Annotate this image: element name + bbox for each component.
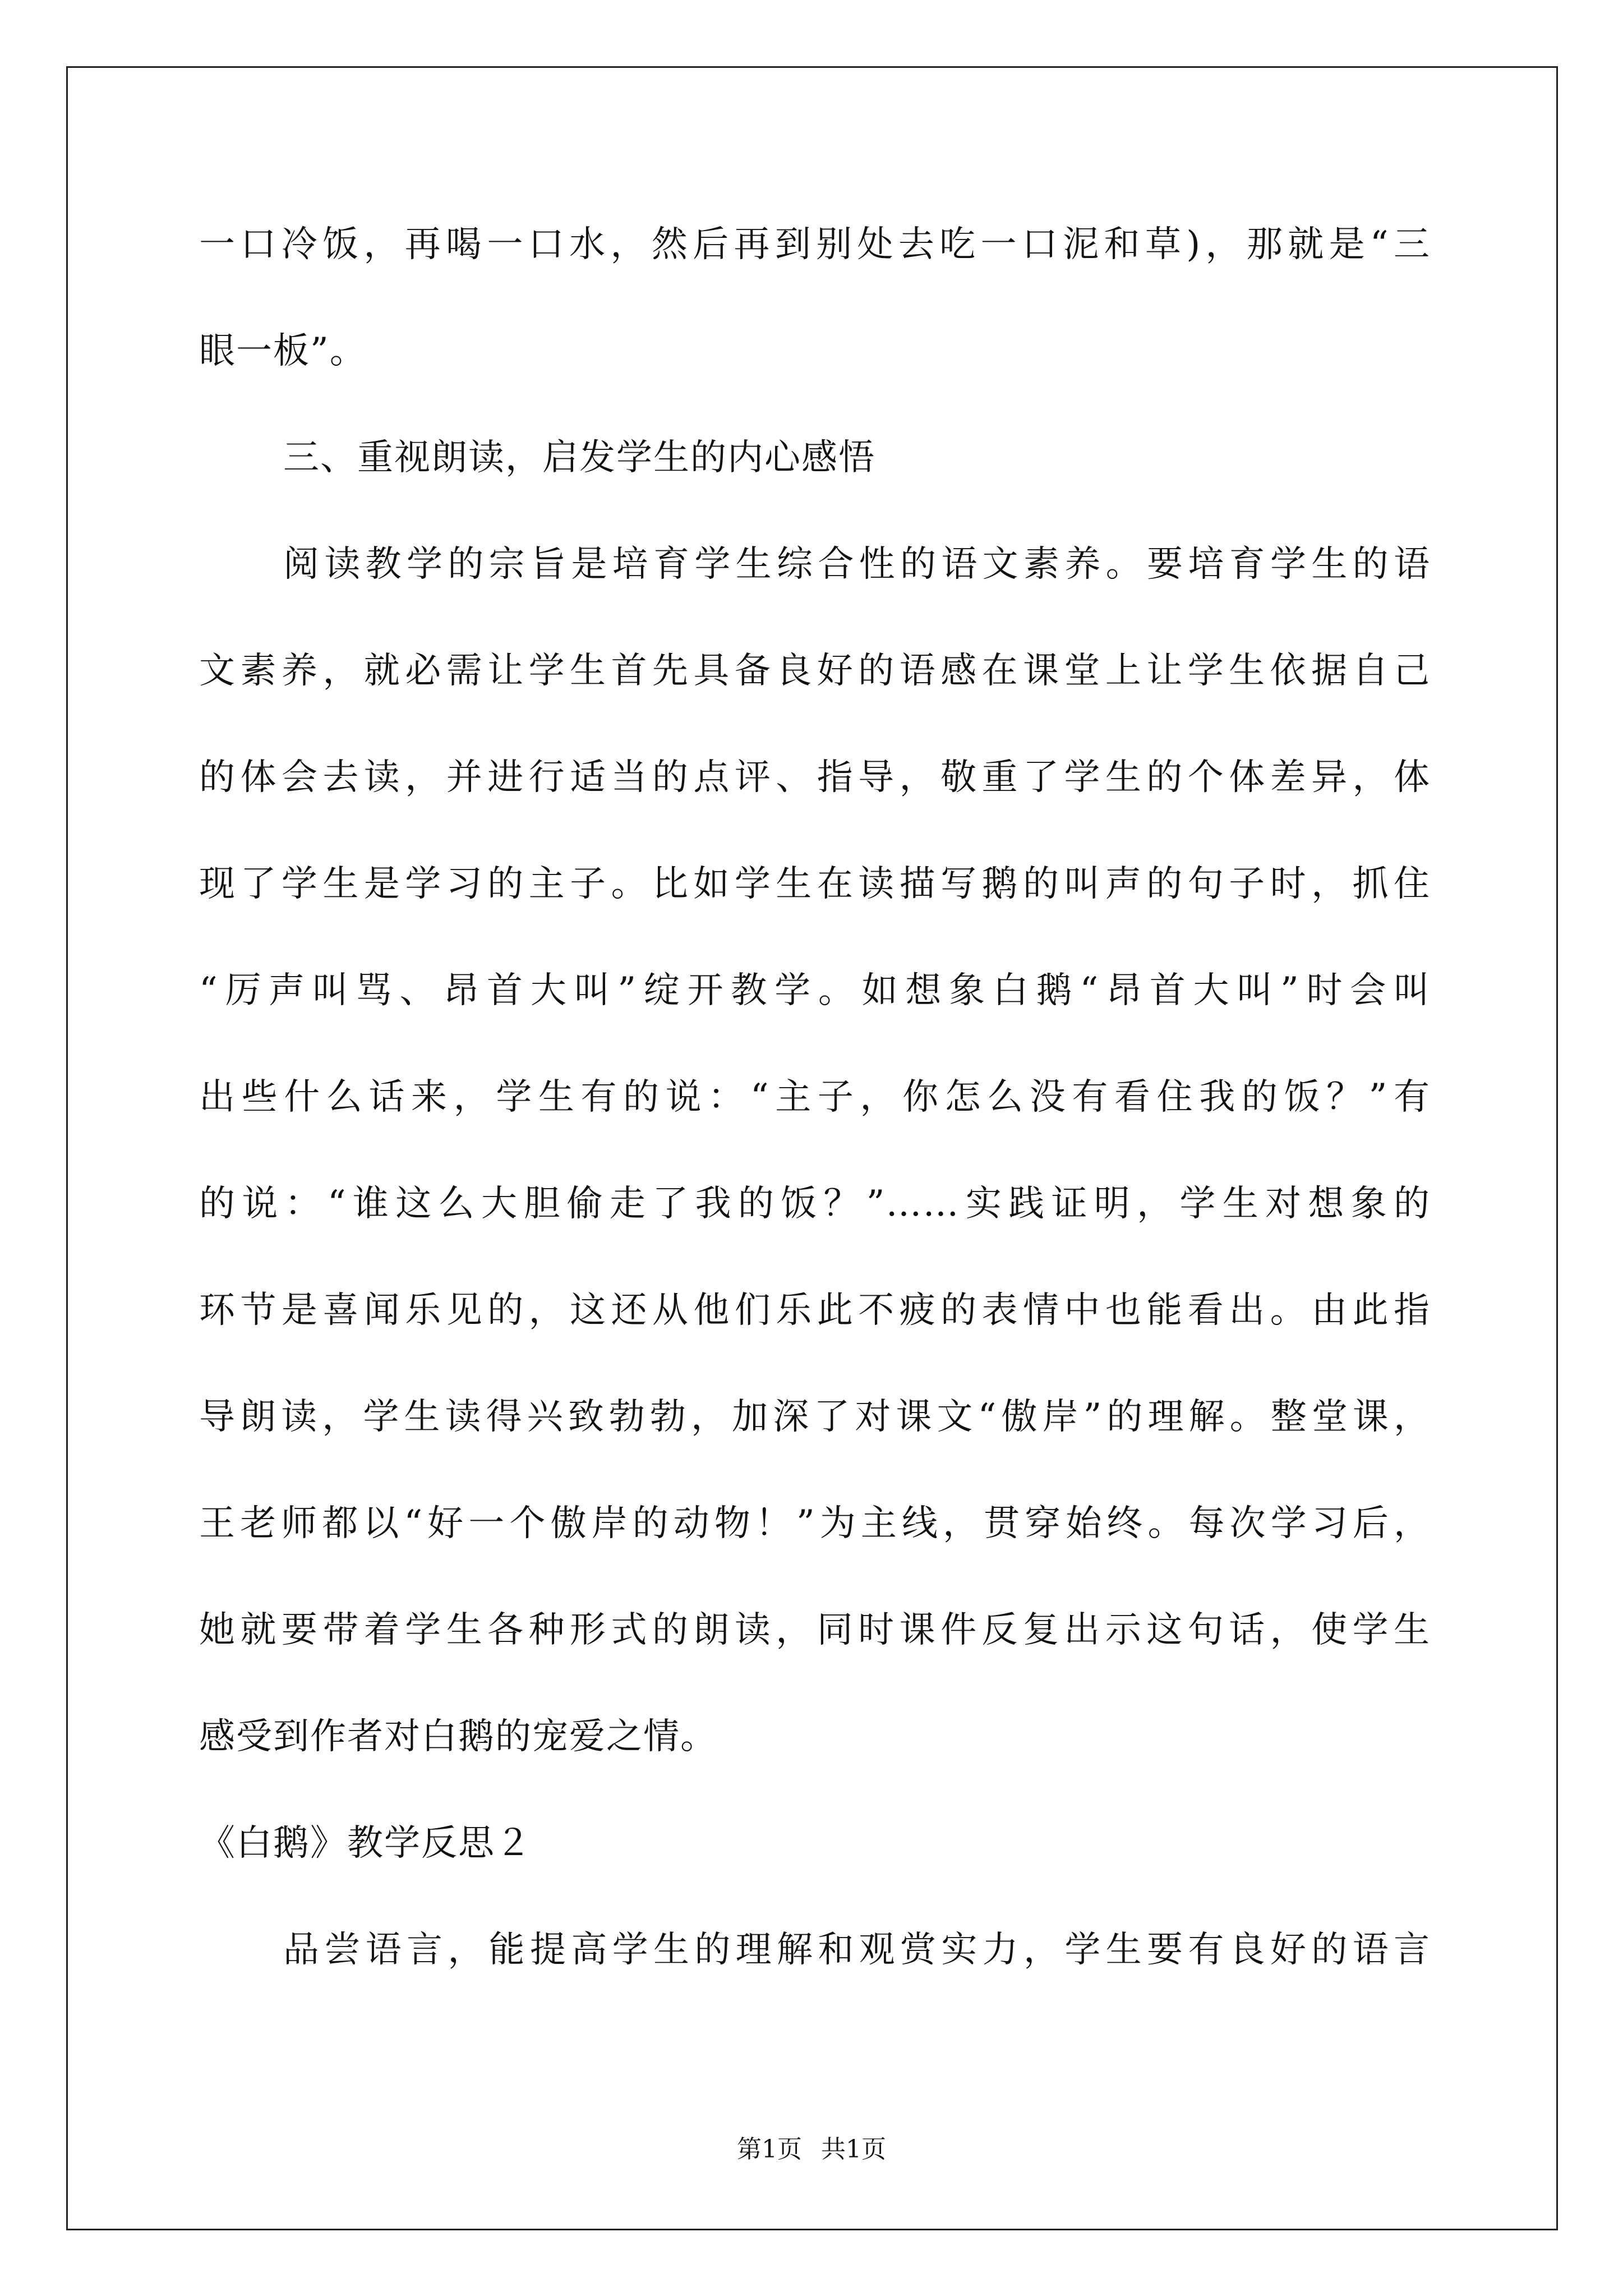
paragraph-line: 阅读教学的宗旨是培育学生综合性的语文素养。要培育学生的语 xyxy=(283,544,1431,585)
page-total: 共1页 xyxy=(821,2135,886,2164)
paragraph-line: 品尝语言，能提高学生的理解和观赏实力，学生要有良好的语言 xyxy=(283,1929,1431,1971)
paragraph-line: 王老师都以“好一个傲岸的动物！”为主线，贯穿始终。每次学习后， xyxy=(199,1503,1431,1544)
paragraph-line: 感受到作者对白鹅的宠爱之情。 xyxy=(199,1716,717,1757)
paragraph-line: 出些什么话来，学生有的说：“主子，你怎么没有看住我的饭？”有 xyxy=(199,1076,1431,1118)
paragraph-line: 现了学生是学习的主子。比如学生在读描写鹅的叫声的句子时，抓住 xyxy=(199,863,1431,905)
paragraph-line: 眼一板”。 xyxy=(199,330,367,372)
paragraph-line: 的体会去读，并进行适当的点评、指导，敬重了学生的个体差异，体 xyxy=(199,757,1431,798)
document-body xyxy=(199,219,1431,2031)
paragraph-line: 导朗读，学生读得兴致勃勃，加深了对课文“傲岸”的理解。整堂课， xyxy=(199,1396,1431,1438)
section-heading: 三、重视朗读，启发学生的内心感悟 xyxy=(283,437,875,478)
paragraph-line: 的说：“谁这么大胆偷走了我的饭？”……实践证明，学生对想象的 xyxy=(199,1183,1431,1225)
page-number: 第1页 xyxy=(737,2135,802,2164)
paragraph-line: 文素养，就必需让学生首先具备良好的语感在课堂上让学生依据自己 xyxy=(199,650,1431,692)
paragraph-line: “厉声叫骂、昂首大叫”绽开教学。如想象白鹅“昂首大叫”时会叫 xyxy=(199,970,1431,1011)
section-title: 《白鹅》教学反思２ xyxy=(199,1823,532,1864)
paragraph-line: 环节是喜闻乐见的，这还从他们乐此不疲的表情中也能看出。由此指 xyxy=(199,1290,1431,1331)
paragraph-line: 一口冷饭，再喝一口水，然后再到别处去吃一口泥和草)，那就是“三 xyxy=(199,224,1431,265)
paragraph-line: 她就要带着学生各种形式的朗读，同时课件反复出示这句话，使学生 xyxy=(199,1609,1431,1651)
page-footer xyxy=(0,2133,1623,2166)
